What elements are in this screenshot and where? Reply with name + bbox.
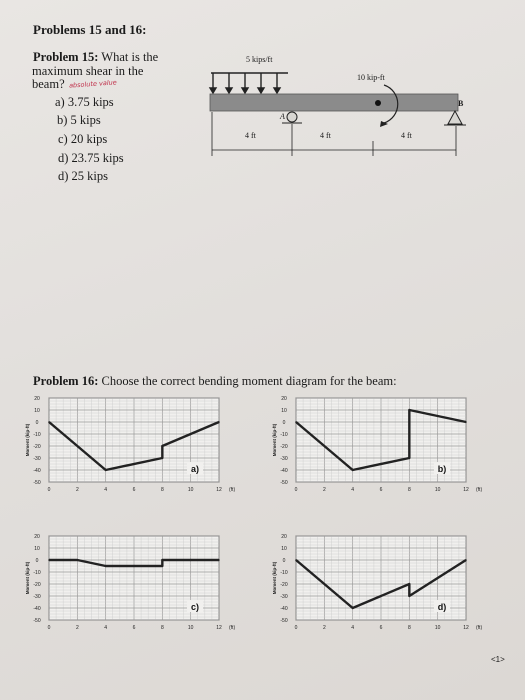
data-point: [465, 421, 467, 423]
x-tick-label: 0: [47, 625, 51, 631]
moment-diagram-c[interactable]: [25, 530, 245, 640]
problem16-label: Problem 16:: [33, 374, 99, 388]
x-tick-label: 0: [47, 487, 51, 493]
x-tick-label: 2: [322, 487, 326, 493]
y-tick-label: -10: [33, 432, 41, 438]
x-tick-label: 8: [160, 487, 164, 493]
diagram-label: d): [437, 602, 447, 612]
y-tick-label: 20: [34, 396, 40, 402]
y-tick-label: 0: [282, 558, 286, 564]
x-tick-label: 2: [322, 625, 326, 631]
x-tick-label: 10: [434, 625, 441, 631]
problem16-line: [33, 374, 397, 389]
x-tick-label: 2: [75, 625, 79, 631]
y-tick-label: 10: [34, 408, 40, 414]
data-point: [295, 559, 297, 561]
span2-label: 4 ft: [320, 131, 331, 140]
x-tick-label: 12: [216, 487, 222, 493]
data-point: [162, 457, 164, 459]
page-marker: <1>: [491, 655, 505, 664]
y-tick-label: -50: [280, 480, 288, 486]
problem15-option-a[interactable]: a) 3.75 kips: [55, 95, 114, 109]
y-axis-label: Moment (kip-ft): [25, 423, 30, 457]
y-axis-label: Moment (kip-ft): [25, 561, 30, 595]
y-tick-label: -20: [280, 582, 288, 588]
y-tick-label: -10: [280, 570, 288, 576]
data-point: [352, 607, 354, 609]
x-tick-label: 4: [104, 625, 108, 631]
distributed-load-label: 5 kips/ft: [246, 55, 273, 64]
y-tick-label: -30: [280, 594, 288, 600]
x-tick-label: 0: [294, 487, 298, 493]
y-tick-label: -40: [33, 606, 41, 612]
span1-label: 4 ft: [245, 131, 256, 140]
moment-diagram-a[interactable]: [25, 392, 245, 502]
y-tick-label: -50: [280, 618, 288, 624]
y-tick-label: -30: [33, 594, 41, 600]
x-tick-label: 6: [132, 625, 136, 631]
data-point: [162, 565, 164, 567]
y-tick-label: -10: [33, 570, 41, 576]
y-tick-label: 20: [281, 396, 287, 402]
data-point: [409, 595, 411, 597]
x-tick-label: 6: [379, 625, 383, 631]
x-tick-label: 12: [216, 625, 222, 631]
data-point: [465, 559, 467, 561]
data-point: [218, 421, 220, 423]
x-tick-label: 10: [187, 487, 194, 493]
y-axis-label: Moment (kip-ft): [272, 561, 277, 595]
y-tick-label: -40: [33, 468, 41, 474]
x-axis-label: (ft): [476, 487, 483, 493]
data-point: [218, 559, 220, 561]
y-tick-label: -20: [33, 582, 41, 588]
x-axis-label: (ft): [229, 487, 236, 493]
problem15-option-d[interactable]: d) 23.75 kips: [58, 151, 124, 165]
y-tick-label: 0: [282, 420, 286, 426]
problem15-option-b[interactable]: b) 5 kips: [57, 113, 101, 127]
y-tick-label: 20: [281, 534, 287, 540]
handwritten-note: absolute value: [68, 78, 118, 90]
y-tick-label: -50: [33, 480, 41, 486]
data-point: [162, 445, 164, 447]
y-tick-label: 0: [35, 558, 39, 564]
x-axis-label: (ft): [229, 625, 236, 631]
x-tick-label: 12: [463, 625, 469, 631]
problem15-question-line2: maximum shear in the: [32, 64, 144, 78]
x-tick-label: 2: [75, 487, 79, 493]
y-tick-label: 0: [35, 420, 39, 426]
y-tick-label: -30: [33, 456, 41, 462]
x-tick-label: 4: [351, 487, 355, 493]
y-tick-label: -10: [280, 432, 288, 438]
problem16-question: Choose the correct bending moment diagram for the beam:: [101, 374, 397, 388]
y-tick-label: -20: [280, 444, 288, 450]
data-point: [162, 559, 164, 561]
support-a-label: A: [280, 112, 285, 121]
problem15-option-e[interactable]: d) 25 kips: [58, 169, 108, 183]
x-tick-label: 10: [434, 487, 441, 493]
y-tick-label: -40: [280, 468, 288, 474]
y-tick-label: -20: [33, 444, 41, 450]
diagram-label: a): [190, 464, 200, 474]
y-tick-label: -40: [280, 606, 288, 612]
moment-diagram-b[interactable]: [272, 392, 492, 502]
support-b-label: B: [458, 99, 464, 108]
x-tick-label: 6: [132, 487, 136, 493]
y-tick-label: 10: [281, 408, 287, 414]
data-point: [48, 559, 50, 561]
x-tick-label: 8: [407, 487, 411, 493]
beam-body: [210, 94, 458, 111]
y-tick-label: 20: [34, 534, 40, 540]
problem15-label: Problem 15:: [33, 50, 99, 64]
data-point: [77, 559, 79, 561]
problem15-question-line3: beam?: [32, 77, 65, 91]
moment-diagram-d[interactable]: [272, 530, 492, 640]
y-tick-label: 10: [281, 546, 287, 552]
page-title: Problems 15 and 16:: [33, 22, 147, 37]
data-point: [409, 409, 411, 411]
x-tick-label: 12: [463, 487, 469, 493]
x-tick-label: 6: [379, 487, 383, 493]
y-tick-label: -30: [280, 456, 288, 462]
x-tick-label: 8: [407, 625, 411, 631]
x-tick-label: 4: [104, 487, 108, 493]
x-axis-label: (ft): [476, 625, 483, 631]
problem15-option-c[interactable]: c) 20 kips: [58, 132, 108, 146]
y-tick-label: -50: [33, 618, 41, 624]
data-point: [352, 469, 354, 471]
data-point: [105, 565, 107, 567]
y-axis-label: Moment (kip-ft): [272, 423, 277, 457]
y-tick-label: 10: [34, 546, 40, 552]
moment-load-label: 10 kip-ft: [357, 73, 385, 82]
data-point: [409, 583, 411, 585]
x-tick-label: 8: [160, 625, 164, 631]
data-point: [105, 469, 107, 471]
x-tick-label: 10: [187, 625, 194, 631]
x-tick-label: 4: [351, 625, 355, 631]
data-point: [48, 421, 50, 423]
problem15-question-text1: What is the: [101, 50, 159, 64]
span3-label: 4 ft: [401, 131, 412, 140]
x-tick-label: 0: [294, 625, 298, 631]
diagram-label: b): [437, 464, 447, 474]
data-point: [409, 457, 411, 459]
data-point: [295, 421, 297, 423]
diagram-label: c): [190, 602, 200, 612]
